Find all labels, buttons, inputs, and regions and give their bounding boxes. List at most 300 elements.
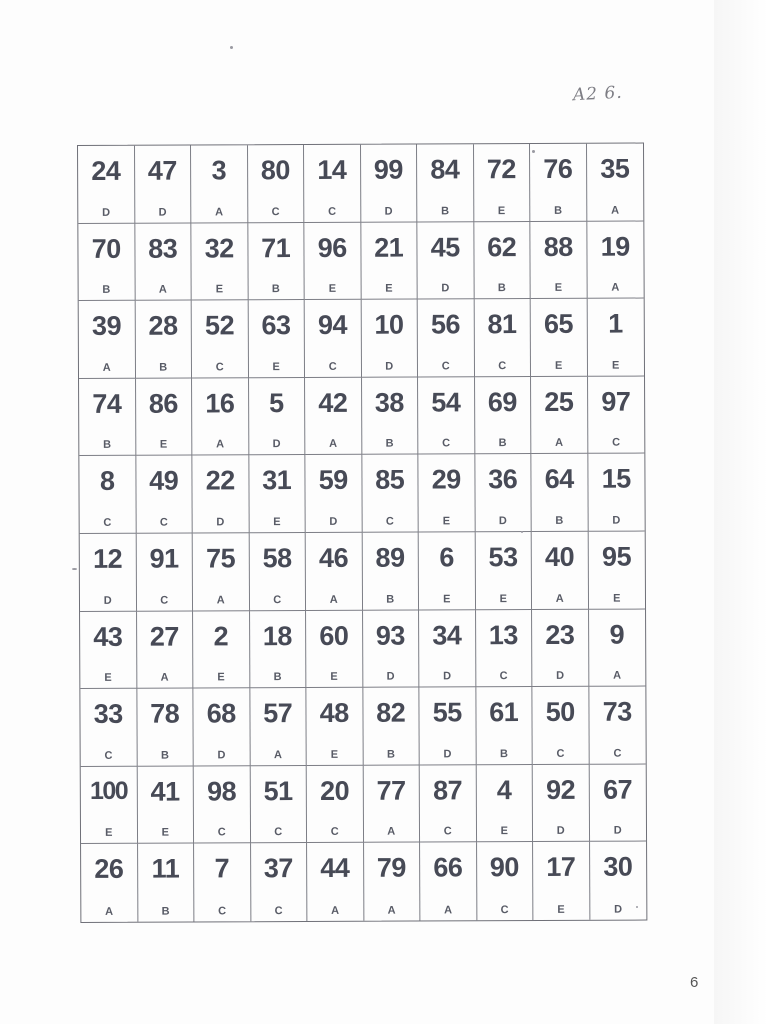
cell-number: 64 [544, 464, 574, 495]
cell-number: 55 [432, 697, 462, 728]
cell-number: 7 [214, 853, 230, 884]
cell-number: 97 [601, 386, 631, 417]
grid-cell [533, 765, 590, 843]
cell-letter: A [611, 281, 620, 294]
cell-letter: E [557, 903, 565, 916]
grid-cell [362, 532, 419, 610]
cell-number: 5 [269, 387, 284, 418]
cell-letter: C [274, 826, 283, 839]
grid-cell [80, 611, 137, 689]
grid-cell [137, 766, 194, 844]
cell-number: 50 [545, 697, 575, 728]
cell-number: 65 [543, 309, 574, 340]
grid-cell [531, 454, 588, 532]
cell-number: 60 [319, 620, 349, 651]
cell-number: 92 [545, 774, 576, 805]
cell-letter: D [556, 825, 565, 838]
grid-cell [249, 378, 306, 456]
grid-cell [475, 377, 532, 455]
cell-number: 96 [317, 232, 347, 263]
grid-cell [530, 221, 587, 299]
cell-letter: C [442, 437, 451, 450]
grid-cell [307, 766, 364, 844]
grid-cell [191, 223, 248, 301]
cell-letter: A [444, 904, 453, 917]
cell-number: 35 [600, 153, 630, 184]
cell-number: 33 [93, 698, 123, 730]
grid-cell [193, 533, 250, 611]
cell-letter: D [216, 516, 225, 529]
cell-letter: E [499, 592, 507, 605]
cell-letter: C [217, 826, 226, 839]
cell-number: 15 [601, 463, 631, 495]
grid-cell [191, 145, 248, 223]
grid-cell [135, 146, 192, 224]
grid-cell [532, 532, 589, 610]
cell-letter: D [498, 515, 507, 528]
grid-cell [248, 145, 305, 223]
cell-number: 63 [261, 310, 291, 341]
grid-cell [417, 144, 474, 222]
cell-number: 13 [488, 619, 518, 650]
cell-letter: A [613, 669, 622, 682]
grid-cell [476, 687, 533, 765]
cell-letter: D [613, 825, 622, 838]
cell-letter: B [497, 282, 506, 295]
cell-number: 89 [375, 542, 405, 573]
grid-cell [137, 611, 194, 689]
grid-cell [250, 688, 307, 766]
cell-number: 17 [546, 852, 576, 883]
cell-letter: C [498, 359, 507, 372]
cell-letter: B [499, 747, 508, 760]
grid-cell [305, 378, 362, 456]
grid-cell [306, 610, 363, 688]
cell-letter: B [554, 204, 563, 217]
cell-number: 12 [92, 543, 123, 574]
cell-number: 84 [430, 154, 460, 185]
cell-number: 23 [545, 619, 575, 650]
grid-cell [136, 533, 193, 611]
grid-cell [193, 611, 250, 689]
grid-cell [587, 221, 644, 299]
cell-number: 8 [99, 466, 115, 497]
cell-letter: C [274, 905, 283, 918]
cell-number: 72 [486, 154, 516, 185]
cell-number: 36 [488, 464, 518, 495]
scan-speck [532, 150, 535, 153]
cell-letter: E [330, 748, 339, 761]
cell-number: 41 [150, 776, 180, 807]
cell-letter: D [103, 594, 112, 607]
cell-letter: C [103, 516, 112, 529]
grid-cell [306, 533, 363, 611]
cell-number: 98 [206, 776, 237, 807]
cell-number: 74 [92, 388, 122, 419]
grid-cell [305, 455, 362, 533]
cell-number: 80 [260, 155, 290, 186]
grid-cell [194, 844, 251, 922]
cell-letter: C [556, 747, 565, 760]
cell-number: 67 [602, 774, 633, 805]
cell-letter: A [331, 904, 340, 917]
cell-letter: E [555, 359, 563, 372]
grid-cell [532, 687, 589, 765]
cell-number: 44 [320, 853, 350, 884]
cell-number: 54 [431, 387, 461, 418]
cell-number: 26 [94, 854, 124, 885]
grid-cell [532, 609, 589, 687]
grid-cell [361, 145, 418, 223]
grid-cell [588, 532, 645, 610]
cell-number: 32 [204, 232, 234, 264]
cell-number: 57 [263, 698, 293, 729]
grid-cell [418, 455, 475, 533]
cell-number: 38 [374, 387, 404, 418]
cell-letter: C [273, 593, 282, 606]
grid-cell [361, 300, 418, 378]
cell-number: 19 [600, 231, 630, 262]
cell-letter: A [102, 361, 111, 374]
handwritten-note: A2 6. [572, 82, 624, 106]
cell-number: 79 [376, 852, 406, 884]
cell-letter: B [441, 204, 450, 218]
grid-cell [530, 144, 587, 222]
cell-number: 29 [431, 464, 461, 495]
grid-cell [533, 842, 590, 920]
grid-cell [589, 764, 646, 842]
cell-number: 99 [373, 154, 403, 185]
grid-cell [361, 222, 418, 300]
cell-number: 14 [317, 154, 347, 185]
cell-letter: E [161, 826, 169, 840]
cell-letter: E [272, 360, 280, 373]
cell-letter: C [441, 360, 450, 373]
cell-letter: B [161, 905, 170, 918]
cell-number: 39 [91, 310, 122, 342]
cell-letter: A [329, 593, 338, 606]
grid-cell [476, 610, 533, 688]
scan-speck [636, 906, 638, 908]
cell-number: 71 [261, 232, 291, 263]
cell-number: 94 [317, 310, 348, 341]
cell-letter: B [273, 671, 282, 684]
grid-cell [305, 300, 362, 378]
cell-number: 81 [487, 309, 517, 340]
cell-number: 10 [374, 309, 404, 340]
grid-cell [249, 455, 306, 533]
cell-letter: D [329, 515, 338, 528]
grid-cell [419, 532, 476, 610]
cell-letter: E [612, 359, 620, 372]
cell-letter: C [443, 825, 452, 838]
grid-cell [363, 688, 420, 766]
grid-cell [80, 534, 137, 612]
cell-letter: C [271, 205, 280, 218]
cell-number: 16 [205, 388, 235, 419]
grid-cell [81, 767, 138, 845]
cell-number: 52 [204, 310, 235, 341]
cell-number: 58 [262, 543, 292, 574]
cell-number: 21 [374, 232, 404, 263]
cell-letter: B [555, 514, 564, 527]
cell-number: 77 [376, 775, 406, 806]
grid-cell [135, 223, 192, 301]
cell-number: 78 [150, 698, 180, 729]
cell-number: 48 [319, 698, 349, 729]
cell-letter: C [385, 515, 394, 528]
grid-cell [475, 532, 532, 610]
cell-letter: A [216, 438, 225, 451]
grid-cell [250, 766, 307, 844]
cell-number: 69 [487, 386, 517, 418]
grid-cell [248, 223, 305, 301]
cell-number: 85 [375, 464, 405, 496]
cell-number: 27 [149, 621, 179, 652]
grid-cell [476, 765, 533, 843]
grid-cell [589, 687, 646, 765]
cell-number: 82 [376, 697, 406, 728]
cell-number: 28 [148, 310, 178, 341]
cell-letter: E [273, 516, 281, 529]
cell-letter: E [159, 438, 168, 452]
grid-cell [192, 378, 249, 456]
cell-letter: D [102, 206, 111, 219]
cell-number: 56 [430, 309, 461, 340]
grid-cell [135, 301, 192, 379]
grid-cell [78, 223, 135, 301]
cell-letter: C [500, 904, 509, 917]
grid-cell [588, 454, 645, 532]
cell-letter: A [273, 748, 282, 761]
cell-letter: A [387, 826, 396, 839]
cell-letter: D [443, 748, 452, 761]
cell-number: 87 [432, 775, 463, 806]
cell-letter: A [555, 592, 564, 605]
cell-letter: E [442, 515, 451, 528]
cell-letter: D [443, 670, 452, 683]
grid-cell [193, 688, 250, 766]
grid-cell [477, 842, 534, 920]
cell-number: 1 [608, 308, 623, 339]
grid-cell [364, 843, 421, 921]
cell-letter: C [612, 437, 621, 450]
grid-cell [363, 765, 420, 843]
grid-cell [587, 299, 644, 377]
cell-number: 2 [213, 620, 229, 652]
cell-number: 43 [93, 621, 123, 652]
cell-number: 95 [601, 541, 632, 572]
grid-cell [79, 379, 136, 457]
cell-letter: E [104, 672, 112, 685]
cell-letter: C [328, 360, 337, 373]
cell-number: 3 [211, 155, 227, 186]
cell-number: 22 [205, 465, 235, 496]
cell-letter: A [329, 438, 338, 451]
cell-letter: B [386, 748, 395, 761]
cell-number: 49 [149, 465, 179, 497]
cell-number: 20 [319, 775, 350, 806]
scan-speck [72, 568, 77, 570]
cell-letter: E [215, 283, 224, 296]
cell-number: 68 [206, 698, 236, 729]
cell-number: 9 [609, 619, 625, 650]
cell-number: 90 [489, 852, 519, 883]
grid-cell [192, 300, 249, 378]
cell-letter: E [497, 204, 506, 217]
cell-letter: C [330, 826, 339, 839]
cell-number: 70 [91, 233, 121, 264]
grid-cell [249, 533, 306, 611]
grid-cell [475, 454, 532, 532]
cell-number: 100 [89, 776, 128, 805]
cell-letter: C [160, 594, 169, 607]
cell-letter: D [272, 438, 281, 451]
cell-letter: A [160, 671, 169, 684]
grid-cell [362, 455, 419, 533]
grid-cell [304, 222, 361, 300]
cell-number: 76 [543, 153, 573, 184]
cell-number: 86 [148, 388, 178, 419]
cell-letter: B [271, 283, 280, 296]
cell-number: 37 [263, 853, 293, 884]
grid-cell [420, 765, 477, 843]
cell-letter: E [328, 283, 337, 296]
grid-cell [79, 456, 136, 534]
cell-letter: B [103, 439, 112, 452]
cell-letter: A [215, 205, 224, 218]
cell-number: 4 [496, 774, 512, 805]
cell-letter: D [384, 205, 393, 218]
page-edge-shadow [714, 0, 768, 1024]
grid-cell [418, 299, 475, 377]
grid-cell [192, 456, 249, 534]
cell-letter: A [216, 593, 225, 606]
cell-letter: B [102, 284, 111, 297]
cell-number: 93 [375, 620, 405, 651]
cell-number: 6 [439, 542, 454, 573]
cell-number: 51 [263, 775, 293, 806]
cell-letter: D [385, 360, 394, 373]
grid-cell [306, 688, 363, 766]
grid-cell [531, 377, 588, 455]
grid-cell [307, 843, 364, 921]
cell-number: 18 [262, 620, 292, 651]
cell-letter: D [441, 282, 450, 295]
cell-letter: E [217, 671, 225, 684]
grid-cell [420, 843, 477, 921]
cell-letter: C [104, 749, 113, 762]
cell-letter: E [385, 282, 393, 295]
grid-cell [418, 377, 475, 455]
cell-letter: D [386, 670, 395, 683]
cell-number: 83 [148, 233, 178, 264]
grid-cell [419, 687, 476, 765]
scan-speck [521, 531, 523, 533]
cell-number: 53 [488, 542, 518, 573]
cell-number: 75 [205, 543, 236, 574]
cell-number: 24 [91, 155, 121, 186]
grid-cell [250, 611, 307, 689]
grid-cell [248, 300, 305, 378]
cell-number: 59 [318, 465, 348, 496]
cell-letter: A [158, 283, 167, 296]
cell-number: 73 [602, 696, 632, 727]
cell-number: 42 [318, 387, 348, 418]
page-number: 6 [690, 974, 699, 991]
cell-letter: D [158, 206, 167, 219]
cell-letter: A [105, 905, 114, 918]
grid-cell [474, 222, 531, 300]
grid-cell [304, 145, 361, 223]
cell-number: 11 [151, 853, 180, 885]
cell-letter: C [499, 670, 508, 683]
cell-number: 62 [487, 231, 517, 262]
grid-cell [531, 299, 588, 377]
grid-cell [363, 610, 420, 688]
cell-letter: E [105, 827, 113, 840]
grid-cell [81, 844, 138, 922]
cell-letter: E [330, 671, 338, 684]
grid-cell [136, 456, 193, 534]
cell-number: 46 [318, 542, 349, 573]
grid-cell [138, 844, 195, 922]
grid-cell [417, 222, 474, 300]
cell-letter: D [612, 514, 621, 527]
cell-letter: C [613, 747, 622, 760]
cell-number: 30 [603, 851, 633, 883]
grid-cell [78, 146, 135, 224]
cell-number: 91 [149, 543, 179, 574]
grid-cell [136, 378, 193, 456]
cell-letter: C [159, 516, 168, 529]
cell-number: 61 [489, 697, 519, 728]
cell-letter: D [217, 749, 226, 762]
cell-letter: A [555, 437, 564, 450]
grid-cell [474, 299, 531, 377]
cell-letter: B [160, 749, 169, 762]
cell-number: 31 [262, 465, 292, 496]
cell-letter: E [554, 282, 563, 295]
cell-number: 25 [544, 386, 574, 417]
grid-cell [362, 377, 419, 455]
grid-cell [80, 689, 137, 767]
grid-cell [251, 843, 308, 921]
cell-letter: C [328, 205, 337, 218]
grid-cell [586, 144, 643, 222]
cell-letter: A [611, 204, 620, 217]
cell-number: 88 [543, 231, 573, 262]
cell-letter: D [614, 903, 623, 916]
cell-letter: B [498, 437, 507, 450]
grid-cell [79, 301, 136, 379]
grid-cell [137, 689, 194, 767]
cell-letter: B [159, 361, 168, 374]
cell-letter: B [386, 593, 395, 606]
cell-letter: B [385, 438, 394, 451]
cell-letter: C [218, 905, 227, 918]
cell-number: 66 [433, 852, 463, 883]
cell-letter: E [443, 592, 451, 606]
cell-letter: D [556, 670, 565, 683]
grid-cell [588, 376, 645, 454]
cell-number: 45 [430, 231, 460, 263]
grid-cell [589, 609, 646, 687]
grid-cell [474, 144, 531, 222]
number-letter-grid [77, 143, 647, 923]
scan-speck [230, 46, 233, 49]
grid-cell [194, 766, 251, 844]
